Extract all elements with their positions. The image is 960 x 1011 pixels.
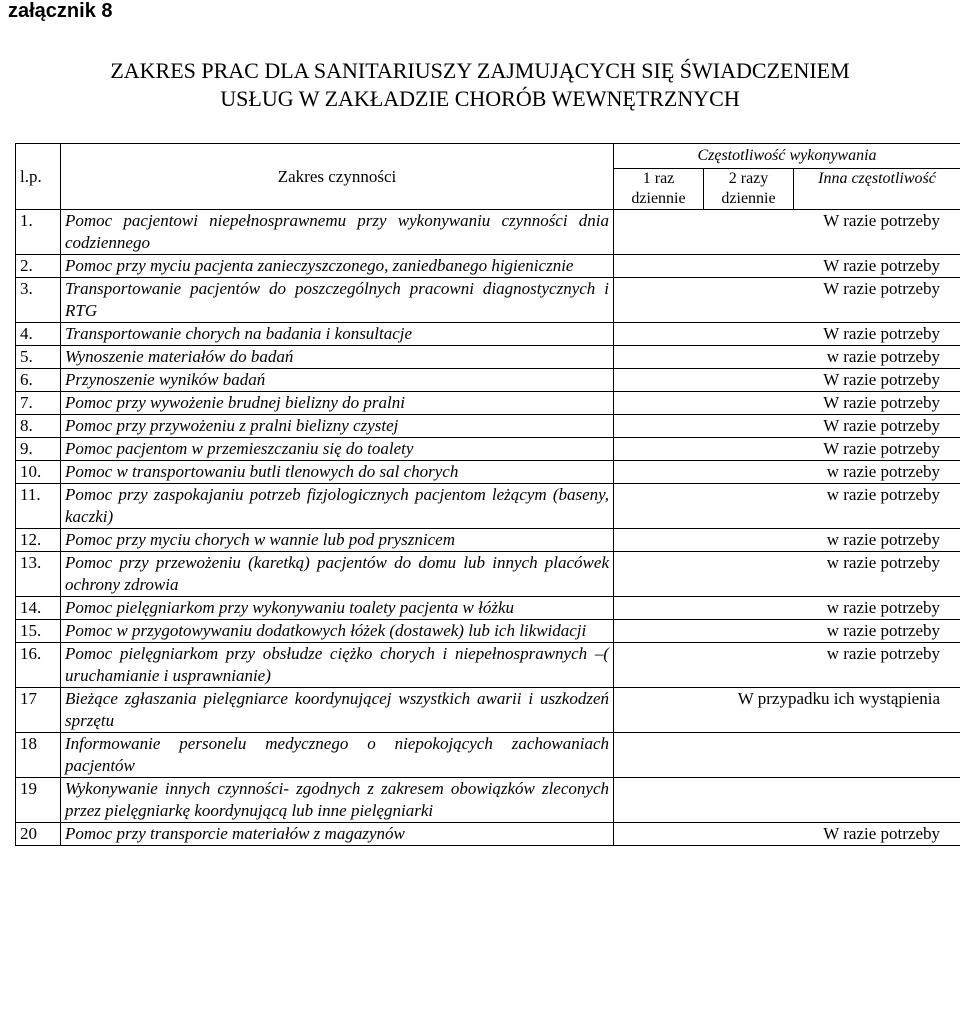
row-number: 5. xyxy=(16,346,61,369)
row-activity: Transportowanie chorych na badania i konsultacje xyxy=(61,323,614,346)
table-row xyxy=(16,643,960,688)
row-frequency: W razie potrzeby xyxy=(614,392,960,415)
row-number: 16. xyxy=(16,643,61,688)
row-activity: Bieżące zgłaszania pielęgniarce koordynującej wszystkich awarii i uszkodzeń sprzętu xyxy=(61,688,614,733)
row-activity: Pomoc w przygotowywaniu dodatkowych łóżek (dostawek) lub ich likwidacji xyxy=(61,620,614,643)
document-title-line1: ZAKRES PRAC DLA SANITARIUSZY ZAJMUJĄCYCH SIĘ ŚWIADCZENIEM xyxy=(110,58,850,83)
row-activity: Pomoc pacjentom w przemieszczaniu się do toalety xyxy=(61,438,614,461)
row-number: 15. xyxy=(16,620,61,643)
table-row xyxy=(16,210,960,255)
header-other-frequency: Inna częstotliwość xyxy=(794,169,960,210)
row-activity: Pomoc pacjentowi niepełnosprawnemu przy wykonywaniu czynności dnia codziennego xyxy=(61,210,614,255)
row-frequency: w razie potrzeby xyxy=(614,597,960,620)
row-number: 20 xyxy=(16,823,61,846)
row-number: 8. xyxy=(16,415,61,438)
table-row xyxy=(16,778,960,823)
row-activity: Pomoc przy zaspokajaniu potrzeb fizjologicznych pacjentom leżącym (baseny, kaczki) xyxy=(61,484,614,529)
table-row xyxy=(16,255,960,278)
row-frequency: w razie potrzeby xyxy=(614,643,960,688)
row-number: 9. xyxy=(16,438,61,461)
table-row xyxy=(16,823,960,846)
row-frequency: w razie potrzeby xyxy=(614,461,960,484)
row-frequency: W razie potrzeby xyxy=(614,369,960,392)
row-number: 17 xyxy=(16,688,61,733)
row-number: 4. xyxy=(16,323,61,346)
table-row xyxy=(16,392,960,415)
row-number: 18 xyxy=(16,733,61,778)
row-activity: Wynoszenie materiałów do badań xyxy=(61,346,614,369)
scope-of-work-table xyxy=(15,143,960,846)
row-number: 14. xyxy=(16,597,61,620)
row-activity: Pomoc przy transporcie materiałów z magazynów xyxy=(61,823,614,846)
table-row xyxy=(16,529,960,552)
row-frequency: w razie potrzeby xyxy=(614,346,960,369)
row-number: 1. xyxy=(16,210,61,255)
row-number: 11. xyxy=(16,484,61,529)
row-activity: Pomoc w transportowaniu butli tlenowych do sal chorych xyxy=(61,461,614,484)
row-frequency: W razie potrzeby xyxy=(614,438,960,461)
row-activity: Pomoc przy myciu pacjenta zanieczyszczonego, zaniedbanego higienicznie xyxy=(61,255,614,278)
row-frequency: w razie potrzeby xyxy=(614,484,960,529)
table-row xyxy=(16,620,960,643)
attachment-label: załącznik 8 xyxy=(8,0,113,22)
header-frequency: Częstotliwość wykonywania xyxy=(614,144,960,169)
header-lp: l.p. xyxy=(16,144,61,210)
table-row xyxy=(16,461,960,484)
table-row xyxy=(16,369,960,392)
table-row xyxy=(16,346,960,369)
row-number: 7. xyxy=(16,392,61,415)
table-row xyxy=(16,415,960,438)
row-number: 2. xyxy=(16,255,61,278)
document-title-line2: USŁUG W ZAKŁADZIE CHORÓB WEWNĘTRZNYCH xyxy=(220,86,740,111)
row-number: 10. xyxy=(16,461,61,484)
row-frequency xyxy=(614,778,960,823)
header-twice-daily: 2 razy dziennie xyxy=(704,169,794,210)
table-row xyxy=(16,597,960,620)
row-activity: Pomoc przy wywożenie brudnej bielizny do pralni xyxy=(61,392,614,415)
row-activity: Pomoc pielęgniarkom przy wykonywaniu toalety pacjenta w łóżku xyxy=(61,597,614,620)
row-frequency: W przypadku ich wystąpienia xyxy=(614,688,960,733)
row-frequency: W razie potrzeby xyxy=(614,210,960,255)
row-activity: Przynoszenie wyników badań xyxy=(61,369,614,392)
table-row xyxy=(16,552,960,597)
row-number: 3. xyxy=(16,278,61,323)
table-row xyxy=(16,278,960,323)
row-frequency: w razie potrzeby xyxy=(614,552,960,597)
row-number: 6. xyxy=(16,369,61,392)
row-activity: Pomoc przy przywożeniu z pralni bielizny czystej xyxy=(61,415,614,438)
row-number: 13. xyxy=(16,552,61,597)
row-number: 12. xyxy=(16,529,61,552)
table-row xyxy=(16,484,960,529)
row-frequency: W razie potrzeby xyxy=(614,415,960,438)
header-once-daily: 1 raz dziennie xyxy=(614,169,704,210)
row-activity: Pomoc przy myciu chorych w wannie lub pod prysznicem xyxy=(61,529,614,552)
row-frequency: W razie potrzeby xyxy=(614,823,960,846)
row-activity: Informowanie personelu medycznego o niepokojących zachowaniach pacjentów xyxy=(61,733,614,778)
header-scope: Zakres czynności xyxy=(61,144,614,210)
row-number: 19 xyxy=(16,778,61,823)
table-row xyxy=(16,733,960,778)
table-row xyxy=(16,688,960,733)
row-activity: Pomoc pielęgniarkom przy obsłudze ciężko chorych i niepełnosprawnych –( uruchamianie i usprawnianie) xyxy=(61,643,614,688)
row-activity: Wykonywanie innych czynności- zgodnych z zakresem obowiązków zleconych przez pielęgniarkę koordynującą lub inne pielęgniarki xyxy=(61,778,614,823)
row-frequency xyxy=(614,733,960,778)
row-frequency: w razie potrzeby xyxy=(614,529,960,552)
row-frequency: w razie potrzeby xyxy=(614,620,960,643)
row-activity: Pomoc przy przewożeniu (karetką) pacjentów do domu lub innych placówek ochrony zdrowia xyxy=(61,552,614,597)
row-activity: Transportowanie pacjentów do poszczególnych pracowni diagnostycznych i RTG xyxy=(61,278,614,323)
table-row xyxy=(16,323,960,346)
row-frequency: W razie potrzeby xyxy=(614,278,960,323)
row-frequency: W razie potrzeby xyxy=(614,255,960,278)
table-row xyxy=(16,438,960,461)
row-frequency: W razie potrzeby xyxy=(614,323,960,346)
